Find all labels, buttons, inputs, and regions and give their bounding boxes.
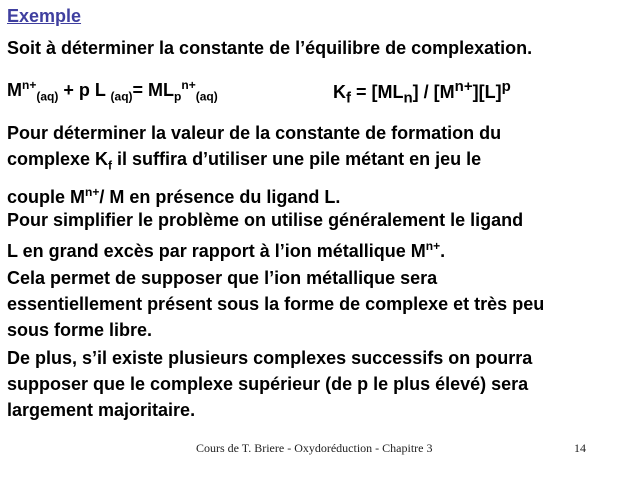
heading-exemple: Exemple (7, 6, 82, 26)
p1-line3 (7, 179, 501, 210)
paragraph-2 (7, 207, 523, 264)
kf-p-sup: p (501, 78, 511, 95)
p1-line2 (7, 146, 501, 179)
p1-line2-sub: f (108, 158, 113, 173)
intro-text: Soit à déterminer la constante de l’équilibre de complexation. (7, 38, 533, 58)
paragraph-3 (7, 265, 544, 343)
p2-line2 (7, 233, 523, 264)
footer-course: Cours de T. Briere - Oxydoréduction - Chapitre 3 (196, 441, 433, 455)
p1-line2-a: complexe K (7, 149, 109, 169)
kf-k-sub: f (346, 89, 351, 107)
kf-m-sup: n+ (454, 78, 473, 95)
eq-m: M (7, 80, 22, 100)
p4-line2: supposer que le complexe supérieur (de p le plus élevé) sera (7, 374, 529, 394)
p2-line2-a: L en grand excès par rapport à l’ion métallique M (7, 241, 426, 261)
p3-line2: essentiellement présent sous la forme de complexe et très peu (7, 294, 545, 314)
kf-mid: ] / [M (412, 82, 455, 102)
eq-product: = ML (132, 80, 175, 100)
eq-m-charge: n+ (22, 78, 37, 92)
p1-line3-b: / M en présence du ligand L. (99, 186, 341, 207)
kf-eq: = [ML (351, 82, 404, 102)
p1-line3-a: couple M (7, 186, 86, 207)
eq-ml-state: (aq) (195, 89, 218, 104)
p3-line3: sous forme libre. (7, 320, 153, 340)
p2-line2-b: . (440, 241, 446, 261)
paragraph-4 (7, 345, 532, 423)
paragraph-1 (7, 120, 501, 210)
kf-expression (333, 78, 511, 107)
eq-plus-ligand: + p L (58, 80, 111, 100)
eq-l-state: (aq) (110, 89, 133, 104)
eq-ml-index: p (174, 89, 182, 104)
footer-page-number: 14 (574, 441, 586, 455)
eq-ml-charge: n+ (181, 78, 196, 92)
p1-line1: Pour déterminer la valeur de la constante de formation du (7, 123, 502, 143)
p2-line1: Pour simplifier le problème on utilise généralement le ligand (7, 210, 524, 230)
complexation-equation (7, 78, 218, 104)
kf-k: K (333, 82, 346, 102)
eq-m-state: (aq) (36, 89, 59, 104)
p2-line2-sup: n+ (425, 239, 441, 253)
p1-line3-sup: n+ (85, 184, 100, 199)
p4-line1: De plus, s’il existe plusieurs complexes successifs on pourra (7, 348, 533, 368)
p3-line1: Cela permet de supposer que l’ion métallique sera (7, 268, 438, 288)
kf-tail: ][L] (472, 82, 502, 102)
kf-n-sub: n (403, 89, 413, 107)
p1-line2-b: il suffira d’utiliser une pile métant en jeu le (112, 149, 482, 169)
p4-line3: largement majoritaire. (7, 400, 196, 420)
